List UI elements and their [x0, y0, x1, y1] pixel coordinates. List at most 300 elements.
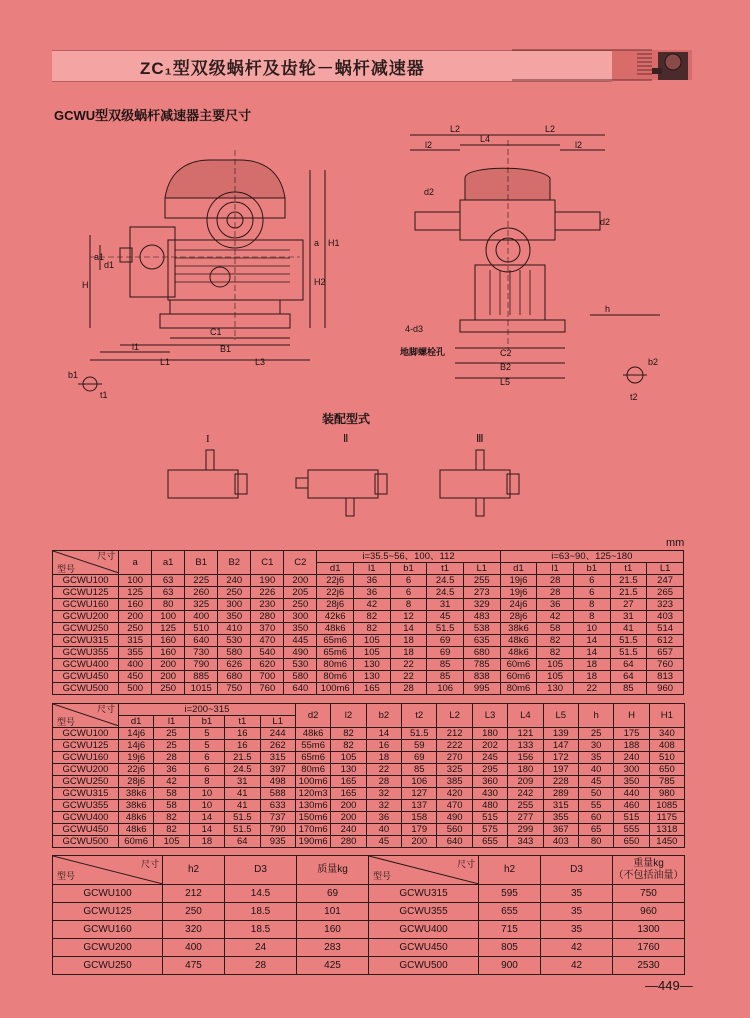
table-row — [53, 611, 684, 623]
svg-text:H1: H1 — [328, 238, 340, 248]
table-cell: 25 — [154, 740, 189, 752]
table-cell: 58 — [537, 623, 574, 635]
table-cell: 21.5 — [610, 587, 647, 599]
table-cell: 200 — [331, 812, 366, 824]
table-cell: 69 — [427, 635, 464, 647]
table-cell: 106 — [402, 776, 437, 788]
table-cell: 8 — [189, 776, 224, 788]
table-cell: 1318 — [649, 824, 684, 836]
svg-text:L3: L3 — [255, 357, 266, 367]
table-row — [53, 903, 685, 921]
table-cell: 48k6 — [119, 824, 154, 836]
table-cell: 655 — [479, 903, 541, 921]
model-cell: GCWU125 — [53, 903, 163, 921]
table-cell: 197 — [543, 764, 578, 776]
table-cell: 510 — [185, 623, 218, 635]
svg-text:t2: t2 — [630, 392, 638, 402]
table-cell: 750 — [613, 885, 685, 903]
table-cell: 51.5 — [402, 728, 437, 740]
table-cell: 64 — [225, 836, 260, 848]
column-header: a1 — [152, 551, 185, 575]
front-view-drawing — [78, 150, 325, 391]
table-cell: 813 — [647, 671, 684, 683]
table-row — [53, 635, 684, 647]
table-cell: 580 — [284, 671, 317, 683]
table-cell: 538 — [463, 623, 500, 635]
model-cell: GCWU355 — [369, 903, 479, 921]
column-header: h2 — [479, 856, 541, 885]
model-cell: GCWU200 — [53, 764, 119, 776]
table-cell: 280 — [251, 611, 284, 623]
table-cell: 700 — [251, 671, 284, 683]
svg-text:4-d3: 4-d3 — [405, 324, 424, 334]
table-cell: 32 — [366, 788, 401, 800]
table-cell: 41 — [225, 788, 260, 800]
table-cell: 48k6 — [119, 812, 154, 824]
table-cell: 620 — [251, 659, 284, 671]
table-cell: 51.5 — [610, 635, 647, 647]
unit-label: mm — [666, 537, 685, 549]
table-cell: 655 — [472, 836, 507, 848]
column-header: H — [614, 704, 649, 728]
table-cell: 165 — [331, 788, 366, 800]
table-cell: 85 — [402, 764, 437, 776]
table-cell: 105 — [154, 836, 189, 848]
table-cell: 42 — [537, 611, 574, 623]
column-header: l1 — [354, 563, 391, 575]
column-header: t1 — [610, 563, 647, 575]
column-header: L3 — [472, 704, 507, 728]
table-cell: 28 — [366, 776, 401, 788]
table-cell: 35 — [578, 752, 613, 764]
table-cell: 24j6 — [500, 599, 537, 611]
column-header: l2 — [331, 704, 366, 728]
table-cell: 19j6 — [500, 587, 537, 599]
table-header-row — [53, 856, 685, 885]
table-cell: 14 — [573, 647, 610, 659]
table-cell: 612 — [647, 635, 684, 647]
table-cell: 200 — [284, 575, 317, 587]
table-cell: 165 — [331, 776, 366, 788]
table-cell: 160 — [152, 635, 185, 647]
svg-text:b1: b1 — [68, 370, 79, 380]
table-cell: 48k6 — [317, 623, 354, 635]
table-row — [53, 683, 684, 695]
table-cell: 265 — [647, 587, 684, 599]
table-cell: 289 — [543, 788, 578, 800]
table-cell: 35 — [541, 903, 613, 921]
table-row — [53, 776, 685, 788]
table-cell: 540 — [251, 647, 284, 659]
table-cell: 244 — [260, 728, 295, 740]
table-cell: 400 — [185, 611, 218, 623]
table-cell: 51.5 — [427, 623, 464, 635]
table-cell: 22j6 — [119, 764, 154, 776]
model-cell: GCWU450 — [53, 824, 119, 836]
table-cell: 60m6 — [119, 836, 154, 848]
table-cell: 28j6 — [500, 611, 537, 623]
side-view-drawing — [410, 135, 660, 383]
table-cell: 80 — [152, 599, 185, 611]
table-cell: 105 — [331, 752, 366, 764]
column-header — [613, 856, 685, 885]
table-body — [53, 885, 685, 975]
table-cell: 85 — [427, 659, 464, 671]
table-cell: 240 — [331, 824, 366, 836]
table-cell: 41 — [610, 623, 647, 635]
table-cell: 48k6 — [500, 635, 537, 647]
table-cell: 40 — [366, 824, 401, 836]
table-row — [53, 659, 684, 671]
table-cell: 300 — [218, 599, 251, 611]
table-cell: 50 — [578, 788, 613, 800]
table-cell: 635 — [463, 635, 500, 647]
table-cell: 65m6 — [317, 647, 354, 659]
table-cell: 160 — [152, 647, 185, 659]
table-cell: 28 — [390, 683, 427, 695]
svg-text:L4: L4 — [480, 134, 491, 144]
table-cell: 200 — [152, 671, 185, 683]
table-cell: 475 — [163, 957, 225, 975]
table-cell: 38k6 — [500, 623, 537, 635]
table-cell: 640 — [185, 635, 218, 647]
table-cell: 16 — [225, 740, 260, 752]
table-cell: 18 — [390, 635, 427, 647]
table-cell: 42 — [154, 776, 189, 788]
group-header: i=63~90、125~180 — [500, 551, 683, 563]
mounting-form-1 — [168, 450, 247, 498]
column-header: h — [578, 704, 613, 728]
table-cell: 36 — [154, 764, 189, 776]
table-cell: 24.5 — [225, 764, 260, 776]
svg-text:C2: C2 — [500, 348, 512, 358]
table-cell: 100 — [152, 611, 185, 623]
table-cell: 885 — [185, 671, 218, 683]
table-cell: 156 — [508, 752, 543, 764]
svg-text:C1: C1 — [210, 327, 222, 337]
table-cell: 200 — [119, 611, 152, 623]
table-cell: 100 — [119, 575, 152, 587]
table-cell: 300 — [614, 764, 649, 776]
table-cell: 58 — [154, 800, 189, 812]
column-header: 质量kg — [297, 856, 369, 885]
column-header: B1 — [185, 551, 218, 575]
svg-text:H2: H2 — [314, 277, 326, 287]
table-cell: 18.5 — [225, 921, 297, 939]
table-cell: 315 — [260, 752, 295, 764]
table-cell: 130m6 — [295, 800, 330, 812]
table-cell: 730 — [185, 647, 218, 659]
table-cell: 35 — [541, 921, 613, 939]
table-cell: 32 — [366, 800, 401, 812]
table-cell: 105 — [537, 659, 574, 671]
table-cell: 430 — [472, 788, 507, 800]
table-cell: 300 — [284, 611, 317, 623]
svg-text:b2: b2 — [648, 357, 659, 367]
table-cell: 22 — [366, 764, 401, 776]
table-cell: 280 — [331, 836, 366, 848]
table-cell: 165 — [354, 683, 391, 695]
table-cell: 22j6 — [317, 587, 354, 599]
column-header: t1 — [225, 716, 260, 728]
svg-text:地脚螺栓孔: 地脚螺栓孔 — [400, 347, 446, 357]
weight-header-line1: 重量kg — [633, 858, 664, 869]
table-cell: 498 — [260, 776, 295, 788]
table-cell: 170m6 — [295, 824, 330, 836]
table-cell: 28 — [537, 587, 574, 599]
table-cell: 18 — [366, 752, 401, 764]
table-cell: 737 — [260, 812, 295, 824]
table-cell: 40 — [578, 764, 613, 776]
table-cell: 650 — [614, 836, 649, 848]
table-cell: 18 — [573, 671, 610, 683]
table-cell: 588 — [260, 788, 295, 800]
table-cell: 101 — [297, 903, 369, 921]
table-header-row — [53, 704, 685, 716]
table-cell: 240 — [614, 752, 649, 764]
table-cell: 139 — [543, 728, 578, 740]
table-cell: 55 — [578, 800, 613, 812]
table-cell: 150m6 — [295, 812, 330, 824]
table-cell: 470 — [251, 635, 284, 647]
table-cell: 45 — [366, 836, 401, 848]
table-cell: 82 — [154, 812, 189, 824]
table-row — [53, 939, 685, 957]
table-cell: 42 — [541, 957, 613, 975]
table-cell: 158 — [402, 812, 437, 824]
column-header: C1 — [251, 551, 284, 575]
table-cell: 125 — [119, 587, 152, 599]
model-cell: GCWU315 — [369, 885, 479, 903]
table-cell: 80m6 — [317, 659, 354, 671]
svg-text:L1: L1 — [160, 357, 171, 367]
table-cell: 82 — [354, 623, 391, 635]
table-cell: 60 — [578, 812, 613, 824]
table-cell: 12 — [390, 611, 427, 623]
table-cell: 22 — [573, 683, 610, 695]
table-corner-cell: 尺寸 型号 — [369, 856, 479, 885]
table-row — [53, 957, 685, 975]
table-cell: 283 — [297, 939, 369, 957]
table-row — [53, 800, 685, 812]
table-cell: 59 — [402, 740, 437, 752]
column-header: l1 — [537, 563, 574, 575]
table-cell: 58 — [154, 788, 189, 800]
table-cell: 65 — [578, 824, 613, 836]
table-cell: 10 — [189, 800, 224, 812]
table-cell: 105 — [537, 671, 574, 683]
column-header: t2 — [402, 704, 437, 728]
table-cell: 715 — [479, 921, 541, 939]
model-cell: GCWU400 — [369, 921, 479, 939]
table-row — [53, 752, 685, 764]
table-cell: 28j6 — [119, 776, 154, 788]
table-cell: 137 — [402, 800, 437, 812]
svg-text:h: h — [605, 304, 611, 314]
table-cell: 315 — [119, 635, 152, 647]
table-cell: 515 — [614, 812, 649, 824]
model-cell: GCWU315 — [53, 635, 119, 647]
table-cell: 450 — [119, 671, 152, 683]
table-cell: 22j6 — [317, 575, 354, 587]
table-cell: 397 — [260, 764, 295, 776]
table-cell: 5 — [189, 740, 224, 752]
table-cell: 490 — [437, 812, 472, 824]
svg-text:l2: l2 — [425, 140, 433, 150]
table-cell: 650 — [649, 764, 684, 776]
table-cell: 367 — [543, 824, 578, 836]
table-row — [53, 575, 684, 587]
table-cell: 60m6 — [500, 671, 537, 683]
table-cell: 30 — [578, 740, 613, 752]
table-cell: 657 — [647, 647, 684, 659]
table-cell: 1175 — [649, 812, 684, 824]
table-cell: 255 — [463, 575, 500, 587]
table-cell: 14j6 — [119, 728, 154, 740]
table-cell: 130 — [537, 683, 574, 695]
table-cell: 28 — [225, 957, 297, 975]
model-cell: GCWU160 — [53, 921, 163, 939]
table-corner-cell: 尺寸 型号 — [53, 551, 119, 575]
table-cell: 21.5 — [225, 752, 260, 764]
table-cell: 385 — [437, 776, 472, 788]
model-cell: GCWU500 — [53, 836, 119, 848]
table-cell: 175 — [614, 728, 649, 740]
table-cell: 750 — [218, 683, 251, 695]
table-cell: 188 — [614, 740, 649, 752]
svg-text:I: I — [206, 433, 210, 445]
table-cell: 55m6 — [295, 740, 330, 752]
column-header: t1 — [427, 563, 464, 575]
table-cell: 42k6 — [317, 611, 354, 623]
table-cell: 320 — [163, 921, 225, 939]
table-cell: 24.5 — [427, 575, 464, 587]
table-cell: 480 — [472, 800, 507, 812]
table-cell: 935 — [260, 836, 295, 848]
column-header: D3 — [541, 856, 613, 885]
column-header: b1 — [390, 563, 427, 575]
table-cell: 51.5 — [225, 824, 260, 836]
table-cell: 760 — [251, 683, 284, 695]
table-cell: 51.5 — [610, 647, 647, 659]
model-cell: GCWU500 — [369, 957, 479, 975]
svg-text:l2: l2 — [575, 140, 583, 150]
column-header: b1 — [573, 563, 610, 575]
table-cell: 785 — [649, 776, 684, 788]
table-cell: 250 — [119, 623, 152, 635]
table-cell: 24 — [225, 939, 297, 957]
table-cell: 355 — [119, 647, 152, 659]
table-cell: 400 — [163, 939, 225, 957]
column-header: L4 — [508, 704, 543, 728]
table-cell: 6 — [573, 575, 610, 587]
table-cell: 6 — [573, 587, 610, 599]
table-cell: 64 — [610, 659, 647, 671]
table-cell: 65m6 — [295, 752, 330, 764]
table-cell: 160 — [297, 921, 369, 939]
table-cell: 14.5 — [225, 885, 297, 903]
table-cell: 127 — [402, 788, 437, 800]
table-cell: 273 — [463, 587, 500, 599]
table-cell: 514 — [647, 623, 684, 635]
table-cell: 250 — [163, 903, 225, 921]
table-cell: 51.5 — [225, 812, 260, 824]
table-cell: 28j6 — [317, 599, 354, 611]
table-row — [53, 885, 685, 903]
table-cell: 640 — [437, 836, 472, 848]
table-cell: 63 — [152, 575, 185, 587]
table-cell: 255 — [508, 800, 543, 812]
table-cell: 14 — [390, 623, 427, 635]
table-cell: 105 — [354, 635, 391, 647]
dimension-table-2 — [52, 703, 685, 848]
model-cell: GCWU200 — [53, 611, 119, 623]
table-cell: 400 — [119, 659, 152, 671]
table-cell: 18 — [573, 659, 610, 671]
table-cell: 633 — [260, 800, 295, 812]
table-cell: 6 — [189, 752, 224, 764]
table-cell: 325 — [185, 599, 218, 611]
column-header: b1 — [189, 716, 224, 728]
table-cell: 222 — [437, 740, 472, 752]
table-cell: 262 — [260, 740, 295, 752]
table-cell: 82 — [154, 824, 189, 836]
table-cell: 555 — [614, 824, 649, 836]
table-cell: 247 — [647, 575, 684, 587]
table-cell: 14 — [189, 824, 224, 836]
model-cell: GCWU450 — [369, 939, 479, 957]
table-cell: 36 — [537, 599, 574, 611]
table-cell: 69 — [427, 647, 464, 659]
table-cell: 25 — [154, 728, 189, 740]
table-cell: 31 — [610, 611, 647, 623]
table-cell: 350 — [218, 611, 251, 623]
model-cell: GCWU125 — [53, 740, 119, 752]
column-header: d1 — [317, 563, 354, 575]
table-cell: 27 — [610, 599, 647, 611]
table-cell: 515 — [472, 812, 507, 824]
table-cell: 209 — [508, 776, 543, 788]
table-cell: 560 — [437, 824, 472, 836]
table-cell: 325 — [437, 764, 472, 776]
table-cell: 408 — [649, 740, 684, 752]
table-cell: 350 — [614, 776, 649, 788]
table-cell: 8 — [390, 599, 427, 611]
table-cell: 60m6 — [500, 659, 537, 671]
table-cell: 343 — [508, 836, 543, 848]
table-cell: 240 — [218, 575, 251, 587]
table-cell: 360 — [472, 776, 507, 788]
table-cell: 250 — [152, 683, 185, 695]
title-banner — [52, 44, 692, 82]
table-cell: 242 — [508, 788, 543, 800]
column-header: L2 — [437, 704, 472, 728]
table-cell: 65m6 — [317, 635, 354, 647]
table-cell: 48k6 — [295, 728, 330, 740]
table-cell: 6 — [189, 764, 224, 776]
model-cell: GCWU250 — [53, 957, 163, 975]
table-cell: 14j6 — [119, 740, 154, 752]
table-cell: 1015 — [185, 683, 218, 695]
table-cell: 180 — [508, 764, 543, 776]
table-cell: 250 — [218, 587, 251, 599]
table-cell: 82 — [331, 728, 366, 740]
table-cell: 350 — [284, 623, 317, 635]
table-cell: 24.5 — [427, 587, 464, 599]
model-cell: GCWU355 — [53, 800, 119, 812]
table-cell: 260 — [185, 587, 218, 599]
table-row — [53, 740, 685, 752]
